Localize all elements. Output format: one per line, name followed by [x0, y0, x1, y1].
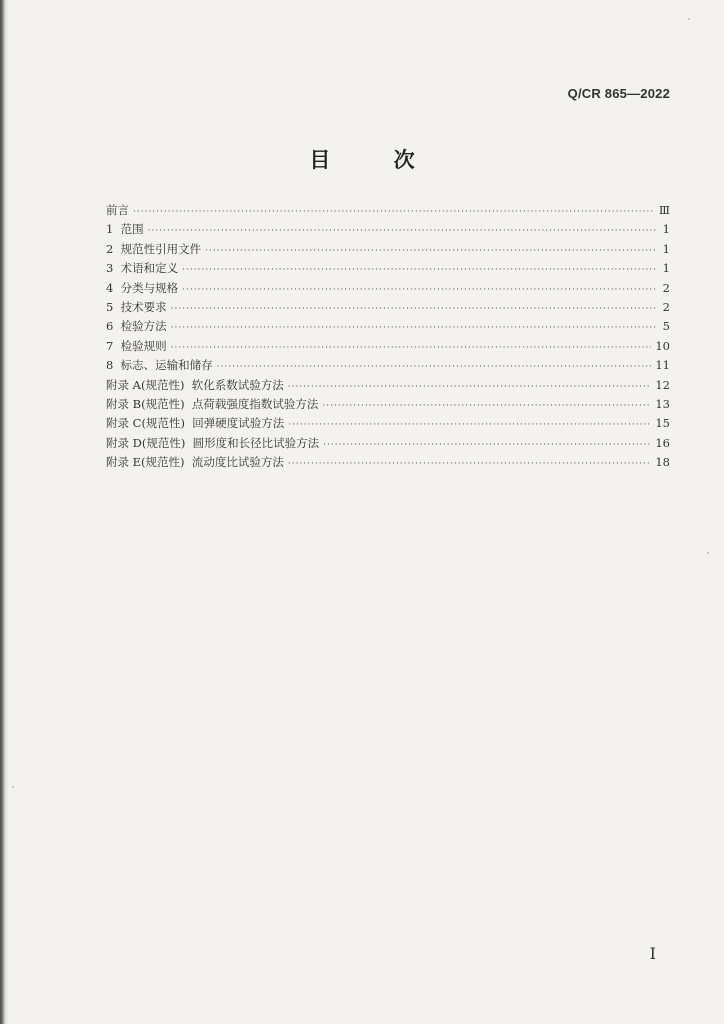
toc-entry-annex-d[interactable]: [106, 435, 670, 454]
toc-title: 目 次: [309, 148, 443, 172]
toc-entry-label: 5 技术要求: [106, 299, 167, 314]
toc-entry-page: 18: [655, 455, 670, 470]
dot-leader: [171, 343, 652, 353]
scan-speck: [707, 552, 709, 554]
scan-speck: [12, 786, 14, 788]
toc-entry-page: 2: [662, 299, 670, 314]
toc-entry-label: 8 标志、运输和储存: [106, 358, 213, 373]
page-number: I: [649, 944, 656, 963]
toc-entry-annex-c[interactable]: [106, 415, 670, 434]
toc-entry-page: 10: [655, 338, 670, 353]
dot-leader: [288, 382, 652, 392]
toc-entry-label: 1 范围: [106, 222, 144, 237]
toc-entry-inspection-rules[interactable]: [106, 338, 670, 357]
toc-entry-page: 16: [655, 435, 670, 450]
dot-leader: [323, 440, 651, 450]
dot-leader: [171, 304, 656, 314]
table-of-contents: [106, 202, 670, 473]
toc-entry-label: 7 检验规则: [106, 338, 167, 353]
toc-entry-marking-transport-storage[interactable]: [106, 357, 670, 376]
toc-entry-label: 附录 D(规范性) 圆形度和长径比试验方法: [106, 435, 320, 450]
toc-entry-page: 1: [662, 222, 670, 237]
toc-entry-annex-e[interactable]: [106, 454, 670, 473]
toc-entry-technical-requirements[interactable]: [106, 299, 670, 318]
dot-leader: [182, 285, 656, 295]
toc-entry-label: 附录 C(规范性) 回弹硬度试验方法: [106, 416, 285, 431]
toc-entry-page: 1: [662, 261, 670, 276]
dot-leader: [171, 323, 656, 333]
toc-entry-page: 15: [655, 416, 670, 431]
toc-entry-label: 附录 A(规范性) 软化系数试验方法: [106, 377, 284, 392]
toc-entry-page: 5: [662, 319, 670, 334]
toc-entry-label: 3 术语和定义: [106, 261, 179, 276]
toc-entry-label: 6 检验方法: [106, 319, 167, 334]
toc-entry-classification[interactable]: [106, 280, 670, 299]
toc-entry-terms-definitions[interactable]: [106, 260, 670, 279]
dot-leader: [288, 459, 652, 469]
toc-entry-foreword[interactable]: [106, 202, 670, 221]
toc-entry-test-methods[interactable]: [106, 318, 670, 337]
toc-entry-annex-b[interactable]: [106, 396, 670, 415]
toc-entry-label: 前言: [106, 203, 129, 217]
dot-leader: [217, 362, 652, 372]
toc-entry-normative-references[interactable]: [106, 241, 670, 260]
toc-entry-label: 附录 E(规范性) 流动度比试验方法: [106, 455, 284, 470]
toc-entry-page: 13: [655, 396, 670, 411]
dot-leader: [288, 420, 651, 430]
toc-entry-label: 2 规范性引用文件: [106, 241, 202, 256]
toc-entry-page: 12: [655, 377, 670, 392]
toc-entry-annex-a[interactable]: [106, 377, 670, 396]
dot-leader: [148, 226, 656, 236]
toc-entry-scope[interactable]: [106, 221, 670, 240]
toc-entry-page: Ⅲ: [658, 203, 670, 217]
toc-entry-page: 2: [662, 280, 670, 295]
dot-leader: [182, 265, 656, 275]
toc-entry-label: 4 分类与规格: [106, 280, 179, 295]
dot-leader: [205, 246, 656, 256]
standard-code: Q/CR 865—2022: [567, 86, 670, 101]
toc-entry-page: 1: [662, 241, 670, 256]
dot-leader: [322, 401, 651, 411]
toc-entry-page: 11: [655, 358, 670, 373]
toc-entry-label: 附录 B(规范性) 点荷载强度指数试验方法: [106, 396, 319, 411]
scan-speck: [688, 18, 690, 20]
dot-leader: [133, 207, 655, 217]
